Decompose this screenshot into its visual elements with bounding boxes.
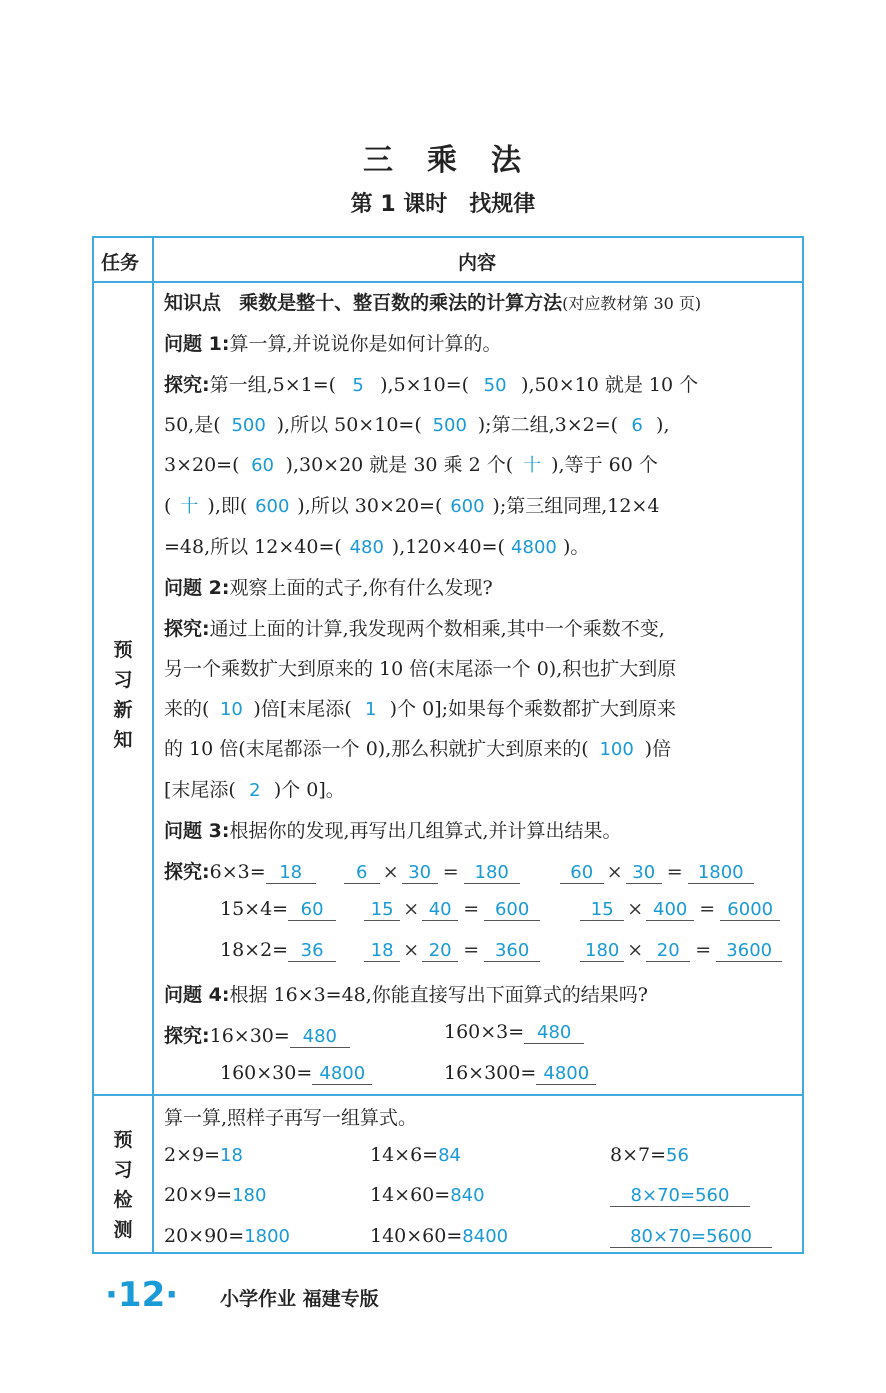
explore-line-5: =48,所以 12×40=( 480 ),120×40=( 4800 )。 [164, 536, 590, 558]
section-label-preview-new: 预 习 新 知 [113, 639, 133, 751]
practice-item: 80×70=5600 [610, 1225, 772, 1248]
explore-line-1: 探究:第一组,5×1=( 5 ),5×10=( 50 ),50×10 就是 10 个 [164, 374, 699, 396]
practice-item: 20×9=180 [164, 1184, 267, 1206]
section-divider [92, 1094, 804, 1096]
q4-row: 160×30= 4800 [220, 1062, 372, 1085]
q4-row: 16×300= 4800 [444, 1062, 596, 1085]
question-4: 问题 4:根据 16×3=48,你能直接写出下面算式的结果吗? [164, 984, 648, 1006]
explore-line-3: 3×20=( 60 ),30×20 就是 30 乘 2 个( 十 ),等于 60 个 [164, 454, 658, 476]
chapter-title: 三 乘 法 [363, 143, 523, 178]
explore-line-6: 探究:通过上面的计算,我发现两个数相乘,其中一个乘数不变, [164, 618, 665, 640]
lesson-title: 第 1 课时 找规律 [350, 192, 536, 217]
explore-line-7: 另一个乘数扩大到原来的 10 倍(末尾添一个 0),积也扩大到原 [164, 658, 677, 680]
q3-row: 15×4= 60 15 × 40 = 600 15 × 400 = 6000 [220, 898, 780, 921]
question-2: 问题 2:观察上面的式子,你有什么发现? [164, 577, 493, 599]
explore-line-2: 50,是( 500 ),所以 50×10=( 500 );第二组,3×2=( 6 ), [164, 414, 670, 436]
q4-row: 160×3= 480 [444, 1021, 584, 1044]
header-content: 内容 [458, 252, 497, 274]
practice-item: 140×60=8400 [370, 1225, 509, 1247]
practice-item: 20×90=1800 [164, 1225, 291, 1247]
practice-item: 2×9=18 [164, 1144, 243, 1166]
question-3: 问题 3:根据你的发现,再写出几组算式,并计算出结果。 [164, 820, 622, 842]
q3-row: 探究:6×3= 18 6 × 30 = 180 60 × 30 = 1800 [164, 857, 754, 884]
column-divider [152, 236, 154, 1254]
practice-item: 8×70=560 [610, 1184, 750, 1207]
practice-intro: 算一算,照样子再写一组算式。 [164, 1107, 418, 1129]
practice-item: 14×60=840 [370, 1184, 485, 1206]
explore-line-8: 来的( 10 )倍[末尾添( 1 )个 0];如果每个乘数都扩大到原来 [164, 698, 677, 720]
q4-row: 探究:16×30= 480 [164, 1021, 350, 1048]
table-header-divider [92, 281, 804, 283]
knowledge-point: 知识点 乘数是整十、整百数的乘法的计算方法(对应教材第 30 页) [164, 292, 702, 314]
header-task: 任务 [101, 252, 140, 274]
section-label-preview-test: 预 习 检 测 [113, 1129, 133, 1241]
explore-line-10: [末尾添( 2 )个 0]。 [164, 779, 345, 801]
explore-line-9: 的 10 倍(末尾都添一个 0),那么积就扩大到原来的( 100 )倍 [164, 738, 672, 760]
q3-row: 18×2= 36 18 × 20 = 360 180 × 20 = 3600 [220, 939, 782, 962]
practice-item: 8×7=56 [610, 1144, 689, 1166]
page-number: ·12· [105, 1275, 179, 1315]
question-1: 问题 1:算一算,并说说你是如何计算的。 [164, 333, 502, 355]
footer-series: 小学作业 福建专版 [220, 1288, 379, 1310]
explore-line-4: ( 十 ),即( 600 ),所以 30×20=( 600 );第三组同理,12×4 [164, 495, 660, 517]
practice-item: 14×6=84 [370, 1144, 462, 1166]
